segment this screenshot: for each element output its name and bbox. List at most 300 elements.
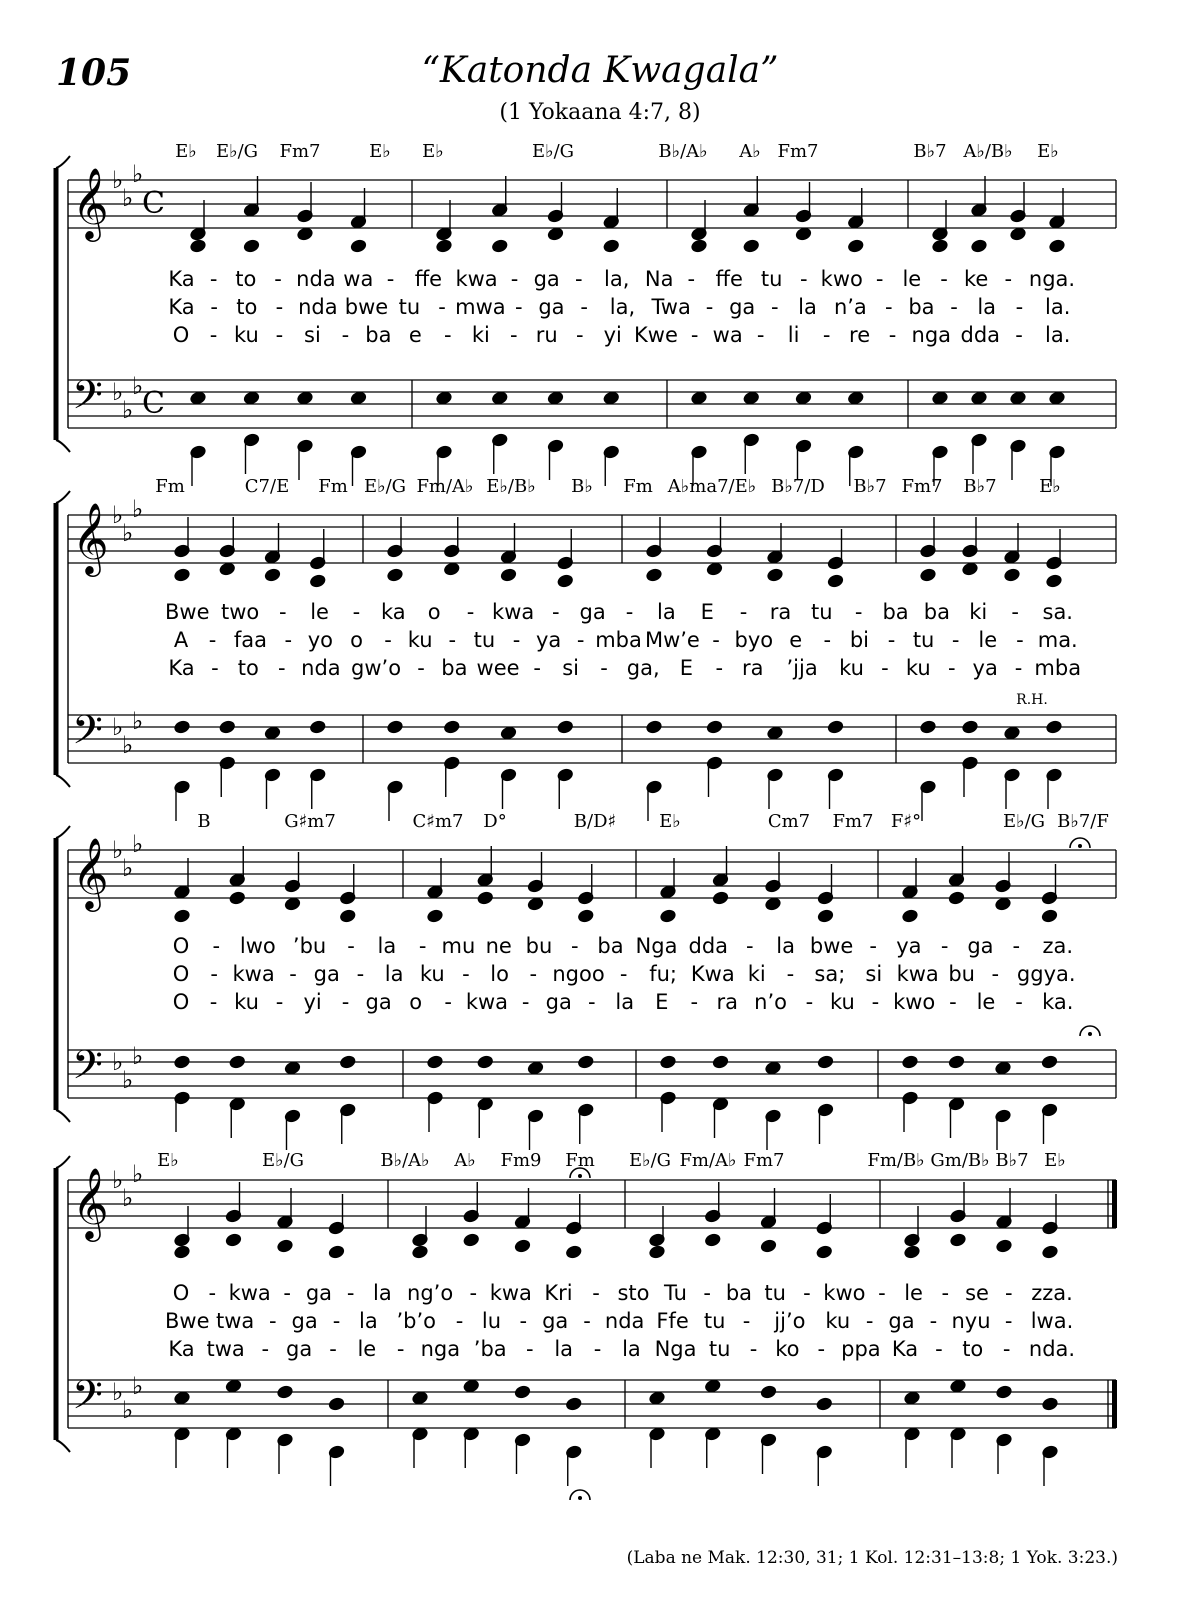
key-flat-icon-bass-s2: ♭: [132, 707, 144, 735]
lyric-s4-v1-t8: ng’o: [407, 1281, 454, 1305]
lyric-s2-v3-t14: E: [679, 656, 694, 680]
lyric-s4-v2-t16: -: [742, 1309, 751, 1333]
lyric-s2-v3-t11: si: [562, 656, 580, 680]
lyric-s3-v2-t13: -: [619, 962, 628, 986]
lyric-s3-v2-t6: -: [356, 962, 365, 986]
bass-s2-note-head: [827, 720, 844, 734]
bass-s4-note-head: [950, 1379, 967, 1393]
lyric-s3-v1-t5: -: [347, 934, 355, 958]
lyric-s1-v2-t22: -: [950, 295, 958, 319]
lyric-s1-v1-t20: -: [875, 267, 884, 291]
system-bracket-bottom-s1: [56, 440, 70, 452]
lyric-s3-v2-t22: -: [991, 962, 1000, 986]
lyric-s2-v2-t23: -: [951, 628, 960, 652]
lyric-s2-v3-t13: ga,: [626, 656, 660, 680]
treble-s4-note-head: [996, 1239, 1013, 1253]
lyric-s4-v3-t20: Ka: [891, 1337, 919, 1361]
lyric-s3-v2-t19: si: [865, 962, 883, 986]
lyric-s4-v3-t23: -: [1002, 1337, 1011, 1361]
chord-symbol-s3-6: E♭: [659, 811, 681, 832]
lyric-s3-v3-t18: n’o: [754, 990, 788, 1014]
lyric-s3-v2-t11: -: [529, 962, 538, 986]
lyric-s4-v2-t6: la: [358, 1309, 378, 1333]
treble-s4-note-head: [328, 1245, 345, 1259]
treble-clef-icon-s3: 𝄞: [72, 836, 109, 909]
lyric-s2-v3-t22: ya: [972, 656, 998, 680]
lyric-s4-v2-t20: ga: [888, 1309, 915, 1333]
lyric-s2-v2-t22: tu: [912, 628, 935, 652]
lyric-s1-v1-t18: -: [800, 267, 808, 291]
bass-s3-note-head: [427, 1055, 444, 1069]
lyric-s2-v3-t4: -: [277, 656, 286, 680]
lyric-s3-v3-t17: ra: [716, 990, 739, 1014]
bass-s2-note-head: [557, 720, 574, 734]
key-flat-icon-bass-s4: ♭: [112, 1378, 124, 1406]
lyric-s1-v3-t20: -: [822, 323, 831, 347]
key-flat-icon-bass-s4: ♭: [132, 1372, 144, 1400]
lyric-s3-v3-t15: E: [655, 990, 669, 1014]
lyric-s4-v3-t18: -: [817, 1337, 826, 1361]
right-hand-annotation: R.H.: [1016, 692, 1048, 708]
treble-s1-note-head: [190, 239, 207, 253]
bass-s4-note-head: [996, 1385, 1013, 1399]
treble-s4-note-head: [565, 1245, 582, 1259]
lyric-s3-v3-t5: yi: [303, 990, 322, 1014]
lyric-s1-v3-t21: re: [849, 323, 871, 347]
lyric-s1-v3-t16: -: [690, 323, 699, 347]
bass-s1-note-head: [297, 391, 314, 405]
chord-symbol-s2-2: C7/E: [244, 476, 290, 497]
lyric-s2-v2-t11: -: [512, 628, 521, 652]
lyric-s1-v2-t10: -: [515, 295, 523, 319]
lyric-s1-v3-t6: -: [341, 323, 350, 347]
lyric-s3-v3-t9: -: [444, 990, 452, 1014]
lyric-s4-v3-t4: ga: [286, 1337, 313, 1361]
footer-references: (Laba ne Mak. 12:30, 31; 1 Kol. 12:31–13:8; 1 Yok. 3:23.): [626, 1548, 1118, 1568]
lyric-s3-v3-t19: -: [805, 990, 814, 1014]
lyric-s3-v3-t7: ga: [365, 990, 392, 1014]
lyric-s1-v1-t6: wa: [343, 267, 374, 291]
treble-s1-note-head: [1049, 239, 1066, 253]
treble-s2-note-head: [767, 568, 784, 582]
lyric-s4-v2-t15: tu: [703, 1309, 726, 1333]
lyric-s1-v2-t21: ba: [908, 295, 935, 319]
chord-symbol-s4-7: E♭/G: [628, 1150, 672, 1171]
chord-symbol-s2-13: B♭7: [963, 476, 997, 497]
bass-s3-note-head: [229, 1055, 246, 1069]
lyric-s1-v1-t4: -: [274, 267, 282, 291]
lyric-s1-v1-t19: kwo: [820, 267, 863, 291]
treble-s4-note-head: [277, 1239, 294, 1253]
chord-symbol-s1-12: E♭: [1037, 141, 1059, 162]
bass-s1-note-head: [1010, 391, 1027, 405]
lyric-s3-v2-t10: lo: [490, 962, 509, 986]
lyric-s4-v3-t17: ko: [775, 1337, 800, 1361]
treble-s1-note-head: [795, 227, 812, 241]
treble-s4-note-head: [760, 1239, 777, 1253]
lyric-s4-v2-t23: -: [1004, 1309, 1013, 1333]
lyric-s4-v3-t11: la: [554, 1337, 574, 1361]
treble-s2-note-head: [219, 562, 236, 576]
chord-symbol-s3-1: B: [197, 811, 211, 832]
lyric-s4-v3-t14: Nga: [654, 1337, 697, 1361]
lyric-s2-v1-t16: ra: [769, 600, 792, 624]
lyric-s1-v2-t7: tu: [398, 295, 421, 319]
system-bracket-top-s4: [56, 1156, 70, 1168]
lyric-s3-v1-t7: -: [418, 934, 427, 958]
lyric-s3-v3-t1: O: [172, 990, 190, 1014]
lyric-s1-v1-t25: nga.: [1028, 267, 1076, 291]
chord-symbol-s2-10: B♭7/D: [771, 476, 825, 497]
key-flat-icon-treble-s1: ♭: [122, 184, 134, 212]
lyric-s4-v1-t13: sto: [617, 1281, 650, 1305]
chord-symbol-s3-10: E♭/G: [1002, 811, 1046, 832]
lyric-s3-v2-t12: ngoo: [552, 962, 605, 986]
bass-s1-note-head: [971, 391, 988, 405]
lyric-s2-v1-t14: E: [700, 600, 714, 624]
chord-symbol-s2-14: E♭: [1039, 476, 1061, 497]
treble-s3-note-head: [527, 897, 544, 911]
lyric-s1-v1-t11: ga: [533, 267, 560, 291]
treble-s3-note-head: [477, 891, 494, 905]
key-flat-icon-treble-s3: ♭: [112, 836, 124, 864]
lyric-s3-v2-t18: sa;: [814, 962, 846, 986]
chord-symbol-s3-7: Cm7: [767, 811, 811, 832]
system-bracket-bottom-s4: [56, 1440, 70, 1452]
chord-symbol-s4-3: B♭/A♭: [380, 1150, 430, 1171]
key-flat-icon-bass-s1: ♭: [112, 378, 124, 406]
treble-s4-note-head: [816, 1245, 833, 1259]
lyric-s4-v1-t4: -: [283, 1281, 291, 1305]
lyric-s4-v1-t25: zza.: [1031, 1281, 1073, 1305]
lyric-s1-v2-t19: n’a: [833, 295, 867, 319]
lyric-s2-v1-t17: tu: [811, 600, 833, 624]
common-time-icon-bass-s1: C: [142, 386, 165, 421]
bass-s3-note-head: [1041, 1055, 1058, 1069]
bass-s1-note-head: [436, 391, 453, 405]
bass-s1-note-head: [190, 391, 207, 405]
lyric-s2-v1-t9: kwa: [492, 600, 535, 624]
treble-s4-note-head: [514, 1239, 531, 1253]
lyric-s4-v1-t21: le: [904, 1281, 923, 1305]
lyric-s4-v3-t10: -: [526, 1337, 534, 1361]
chord-symbol-s4-2: E♭/G: [261, 1150, 305, 1171]
lyric-s2-v1-t6: ka: [380, 600, 406, 624]
lyric-s4-v2-t22: nyu: [951, 1309, 991, 1333]
lyric-s3-v1-t11: -: [570, 934, 579, 958]
lyric-s4-v2-t3: -: [268, 1309, 277, 1333]
key-flat-icon-treble-s3: ♭: [122, 854, 134, 882]
lyric-s1-v1-t21: le: [902, 267, 922, 291]
fermata-dot-icon-3: [578, 1174, 582, 1178]
lyric-s2-v3-t15: -: [715, 656, 724, 680]
chord-symbol-s4-10: Fm/B♭: [867, 1150, 925, 1171]
chord-symbol-s1-1: E♭: [175, 141, 197, 162]
bass-s2-note-head: [174, 720, 191, 734]
lyric-s3-v3-t11: -: [521, 990, 530, 1014]
lyric-s4-v2-t19: -: [865, 1309, 874, 1333]
lyric-s2-v2-t8: ku: [407, 628, 433, 652]
lyric-s4-v2-t5: -: [332, 1309, 341, 1333]
bass-s3-note-head: [995, 1061, 1012, 1075]
bass-s3-note-head: [339, 1055, 356, 1069]
lyric-s3-v2-t7: la: [384, 962, 404, 986]
lyric-s2-v3-t10: -: [533, 656, 542, 680]
bass-s2-note-head: [1004, 726, 1021, 740]
lyric-s3-v2-t20: kwa: [896, 962, 939, 986]
lyric-s3-v3-t16: -: [690, 990, 699, 1014]
lyric-s4-v3-t16: -: [749, 1337, 758, 1361]
lyric-s3-v2-t8: ku: [419, 962, 445, 986]
bass-s2-note-head: [309, 720, 326, 734]
treble-s3-note-head: [660, 909, 677, 923]
chord-symbol-s4-4: A♭: [454, 1150, 476, 1171]
lyric-s2-v3-t12: -: [600, 656, 608, 680]
lyric-s1-v1-t10: -: [510, 267, 519, 291]
lyric-s1-v1-t8: ffe: [414, 267, 443, 291]
bass-s4-note-head: [1042, 1397, 1059, 1411]
lyric-s4-v1-t12: -: [592, 1281, 600, 1305]
scripture-reference: (1 Yokaana 4:7, 8): [499, 100, 701, 125]
treble-s1-note-head: [1010, 227, 1027, 241]
lyric-s1-v3-t15: Kwe: [634, 323, 678, 347]
lyric-s4-v2-t11: ga: [542, 1309, 569, 1333]
bass-s2-note-head: [920, 720, 937, 734]
lyric-s1-v2-t5: nda: [298, 295, 338, 319]
lyric-s3-v3-t2: -: [209, 990, 218, 1014]
lyric-s2-v3-t2: -: [211, 656, 219, 680]
lyric-s4-v3-t21: -: [935, 1337, 943, 1361]
lyric-s1-v3-t2: -: [209, 323, 218, 347]
chord-symbol-s4-5: Fm9: [500, 1150, 542, 1171]
lyric-s4-v3-t22: to: [962, 1337, 984, 1361]
lyric-s2-v1-t1: Bwe: [164, 600, 210, 624]
lyric-s3-v3-t8: o: [409, 990, 423, 1014]
key-flat-icon-bass-s4: ♭: [122, 1396, 134, 1424]
bass-s1-note-head: [491, 391, 508, 405]
lyric-s3-v1-t22: -: [1012, 934, 1021, 958]
lyric-s3-v1-t18: -: [869, 934, 877, 958]
lyric-s3-v1-t12: ba: [597, 934, 624, 958]
lyric-s3-v3-t6: -: [341, 990, 350, 1014]
bass-s2-note-head: [443, 720, 460, 734]
lyric-s2-v3-t5: nda: [301, 656, 341, 680]
treble-s1-note-head: [243, 239, 260, 253]
lyric-s3-v1-t15: -: [746, 934, 754, 958]
lyric-s4-v3-t3: -: [261, 1337, 270, 1361]
treble-s1-note-head: [491, 239, 508, 253]
treble-s2-note-head: [646, 568, 663, 582]
lyric-s2-v2-t16: -: [712, 628, 720, 652]
chord-symbol-s2-1: Fm: [155, 476, 185, 497]
lyric-s4-v3-t7: -: [396, 1337, 405, 1361]
lyric-s3-v3-t4: -: [275, 990, 284, 1014]
treble-s1-note-head: [297, 227, 314, 241]
lyric-s1-v2-t8: -: [438, 295, 446, 319]
lyric-s2-v1-t5: -: [352, 600, 361, 624]
key-flat-icon-treble-s2: ♭: [112, 501, 124, 529]
key-flat-icon-bass-s2: ♭: [112, 713, 124, 741]
lyric-s3-v2-t9: -: [462, 962, 470, 986]
treble-s3-note-head: [174, 909, 191, 923]
lyric-s2-v3-t24: mba: [1034, 656, 1082, 680]
bass-s2-note-head: [264, 726, 281, 740]
lyric-s1-v2-t6: bwe: [344, 295, 389, 319]
chord-symbol-s1-7: B♭/A♭: [658, 141, 708, 162]
lyric-s3-v2-t2: -: [210, 962, 218, 986]
lyric-s1-v2-t2: -: [210, 295, 218, 319]
lyric-s4-v1-t19: kwo: [823, 1281, 866, 1305]
lyric-s3-v1-t9: ne: [485, 934, 512, 958]
chord-symbol-s2-4: E♭/G: [363, 476, 407, 497]
chord-symbol-s1-2: E♭/G: [215, 141, 259, 162]
bass-s3-note-head: [660, 1055, 677, 1069]
key-flat-icon-treble-s3: ♭: [132, 830, 144, 858]
lyric-s3-v3-t23: -: [949, 990, 957, 1014]
bass-s4-note-head: [649, 1391, 666, 1405]
treble-s4-note-head: [225, 1233, 242, 1247]
system-bracket-bottom-s2: [56, 775, 70, 787]
chord-symbol-s2-8: Fm: [623, 476, 653, 497]
lyric-s3-v3-t13: -: [587, 990, 596, 1014]
bass-s4-note-head: [514, 1385, 531, 1399]
lyric-s3-v2-t4: -: [289, 962, 297, 986]
lyric-s2-v1-t13: la: [657, 600, 676, 624]
lyric-s1-v1-t23: ke: [963, 267, 989, 291]
treble-s3-note-head: [948, 891, 965, 905]
treble-s4-note-head: [649, 1245, 666, 1259]
lyric-s1-v2-t23: la: [977, 295, 997, 319]
chord-symbol-s1-8: A♭: [739, 141, 761, 162]
treble-s3-note-head: [995, 897, 1012, 911]
chord-symbol-s4-9: Fm7: [743, 1150, 785, 1171]
bass-s1-note-head: [932, 391, 949, 405]
lyric-s3-v1-t1: O: [172, 934, 190, 958]
lyric-s4-v3-t1: Ka: [168, 1337, 195, 1361]
treble-s2-note-head: [557, 574, 574, 588]
lyric-s4-v1-t11: Kri: [544, 1281, 573, 1305]
treble-clef-icon-s1: 𝄞: [72, 166, 109, 239]
lyric-s1-v2-t12: -: [580, 295, 588, 319]
lyric-s2-v2-t12: ya: [535, 628, 562, 652]
treble-s2-note-head: [387, 568, 404, 582]
treble-clef-icon-s4: 𝄞: [72, 1166, 109, 1239]
lyric-s3-v1-t19: ya: [896, 934, 922, 958]
treble-s2-note-head: [1046, 574, 1063, 588]
bass-s2-note-head: [646, 720, 663, 734]
lyric-s2-v1-t19: ba: [882, 600, 909, 624]
lyric-s2-v3-t3: to: [237, 656, 259, 680]
lyric-s1-v2-t25: la.: [1045, 295, 1071, 319]
lyric-s2-v1-t2: two: [220, 600, 260, 624]
fermata-dot-icon-1: [1078, 844, 1082, 848]
bass-s1-note-head: [691, 391, 708, 405]
key-flat-icon-treble-s2: ♭: [132, 495, 144, 523]
lyric-s3-v3-t22: kwo: [893, 990, 936, 1014]
lyric-s2-v2-t4: -: [284, 628, 293, 652]
bass-s4-note-head: [704, 1379, 721, 1393]
lyric-s4-v2-t24: lwa.: [1030, 1309, 1074, 1333]
lyric-s4-v2-t8: -: [455, 1309, 464, 1333]
lyric-s1-v1-t7: -: [386, 267, 395, 291]
treble-s1-note-head: [350, 239, 367, 253]
key-flat-icon-treble-s4: ♭: [122, 1184, 134, 1212]
chord-symbol-s2-5: Fm/A♭: [416, 476, 474, 497]
lyric-s3-v3-t14: la: [615, 990, 635, 1014]
lyric-s1-v2-t11: ga: [538, 295, 565, 319]
lyric-s1-v3-t3: ku: [234, 323, 259, 347]
lyric-s2-v1-t22: -: [1011, 600, 1019, 624]
bass-s4-note-head: [412, 1391, 429, 1405]
lyric-s4-v2-t18: ku: [825, 1309, 851, 1333]
lyric-s1-v2-t24: -: [1015, 295, 1024, 319]
bass-s2-note-head: [500, 726, 517, 740]
lyric-s2-v2-t18: e: [789, 628, 803, 652]
lyric-s3-v2-t14: fu;: [649, 962, 678, 986]
lyric-s1-v3-t19: li: [787, 323, 800, 347]
lyric-s4-v3-t2: twa: [206, 1337, 245, 1361]
lyric-s3-v2-t1: O: [172, 962, 190, 986]
treble-s2-note-head: [500, 568, 517, 582]
lyric-s2-v1-t8: -: [466, 600, 475, 624]
lyric-s4-v1-t1: O: [172, 1281, 190, 1305]
lyric-s4-v3-t19: ppa: [841, 1337, 881, 1361]
lyric-s2-v3-t17: ’jja: [786, 656, 818, 680]
chord-symbol-s1-10: B♭7: [913, 141, 947, 162]
lyric-s2-v2-t5: yo: [307, 628, 334, 652]
hymn-number: 105: [56, 52, 132, 94]
lyric-s4-v1-t3: kwa: [228, 1281, 271, 1305]
chord-symbol-s3-2: G♯m7: [284, 811, 336, 832]
lyric-s3-v2-t17: -: [786, 962, 795, 986]
treble-s3-note-head: [339, 909, 356, 923]
key-flat-icon-treble-s2: ♭: [122, 519, 134, 547]
lyric-s4-v3-t24: nda.: [1028, 1337, 1076, 1361]
key-flat-icon-bass-s1: ♭: [132, 372, 144, 400]
lyric-s3-v1-t20: -: [940, 934, 949, 958]
bass-s3-note-head: [527, 1061, 544, 1075]
lyric-s2-v2-t26: ma.: [1037, 628, 1078, 652]
lyric-s4-v2-t2: twa: [215, 1309, 255, 1333]
lyric-s2-v2-t25: -: [1016, 628, 1024, 652]
lyric-s1-v2-t20: -: [884, 295, 893, 319]
treble-s4-note-head: [463, 1233, 480, 1247]
bass-s1-note-head: [350, 391, 367, 405]
treble-s2-note-head: [443, 562, 460, 576]
bass-s3-note-head: [477, 1055, 494, 1069]
lyric-s2-v2-t7: -: [384, 628, 392, 652]
lyric-s3-v1-t13: Nga: [635, 934, 678, 958]
lyric-s1-v2-t3: to: [236, 295, 258, 319]
lyric-s2-v1-t23: sa.: [1042, 600, 1073, 624]
lyric-s4-v3-t13: la: [622, 1337, 641, 1361]
chord-symbol-s1-3: Fm7: [279, 141, 321, 162]
bass-s3-note-head: [817, 1055, 834, 1069]
treble-s4-note-head: [1042, 1245, 1059, 1259]
lyric-s4-v2-t1: Bwe: [164, 1309, 210, 1333]
bass-s3-note-head: [577, 1055, 594, 1069]
treble-s3-note-head: [712, 891, 729, 905]
lyric-s2-v1-t21: ki: [969, 600, 988, 624]
lyric-s1-v1-t3: to: [235, 267, 257, 291]
treble-s3-note-head: [577, 909, 594, 923]
lyric-s1-v3-t4: -: [275, 323, 284, 347]
bass-s2-note-head: [706, 720, 723, 734]
lyric-s3-v2-t15: Kwa: [690, 962, 735, 986]
chord-symbol-s4-1: E♭: [157, 1150, 179, 1171]
lyric-s4-v1-t6: -: [346, 1281, 355, 1305]
chord-symbol-s2-12: Fm7: [901, 476, 943, 497]
